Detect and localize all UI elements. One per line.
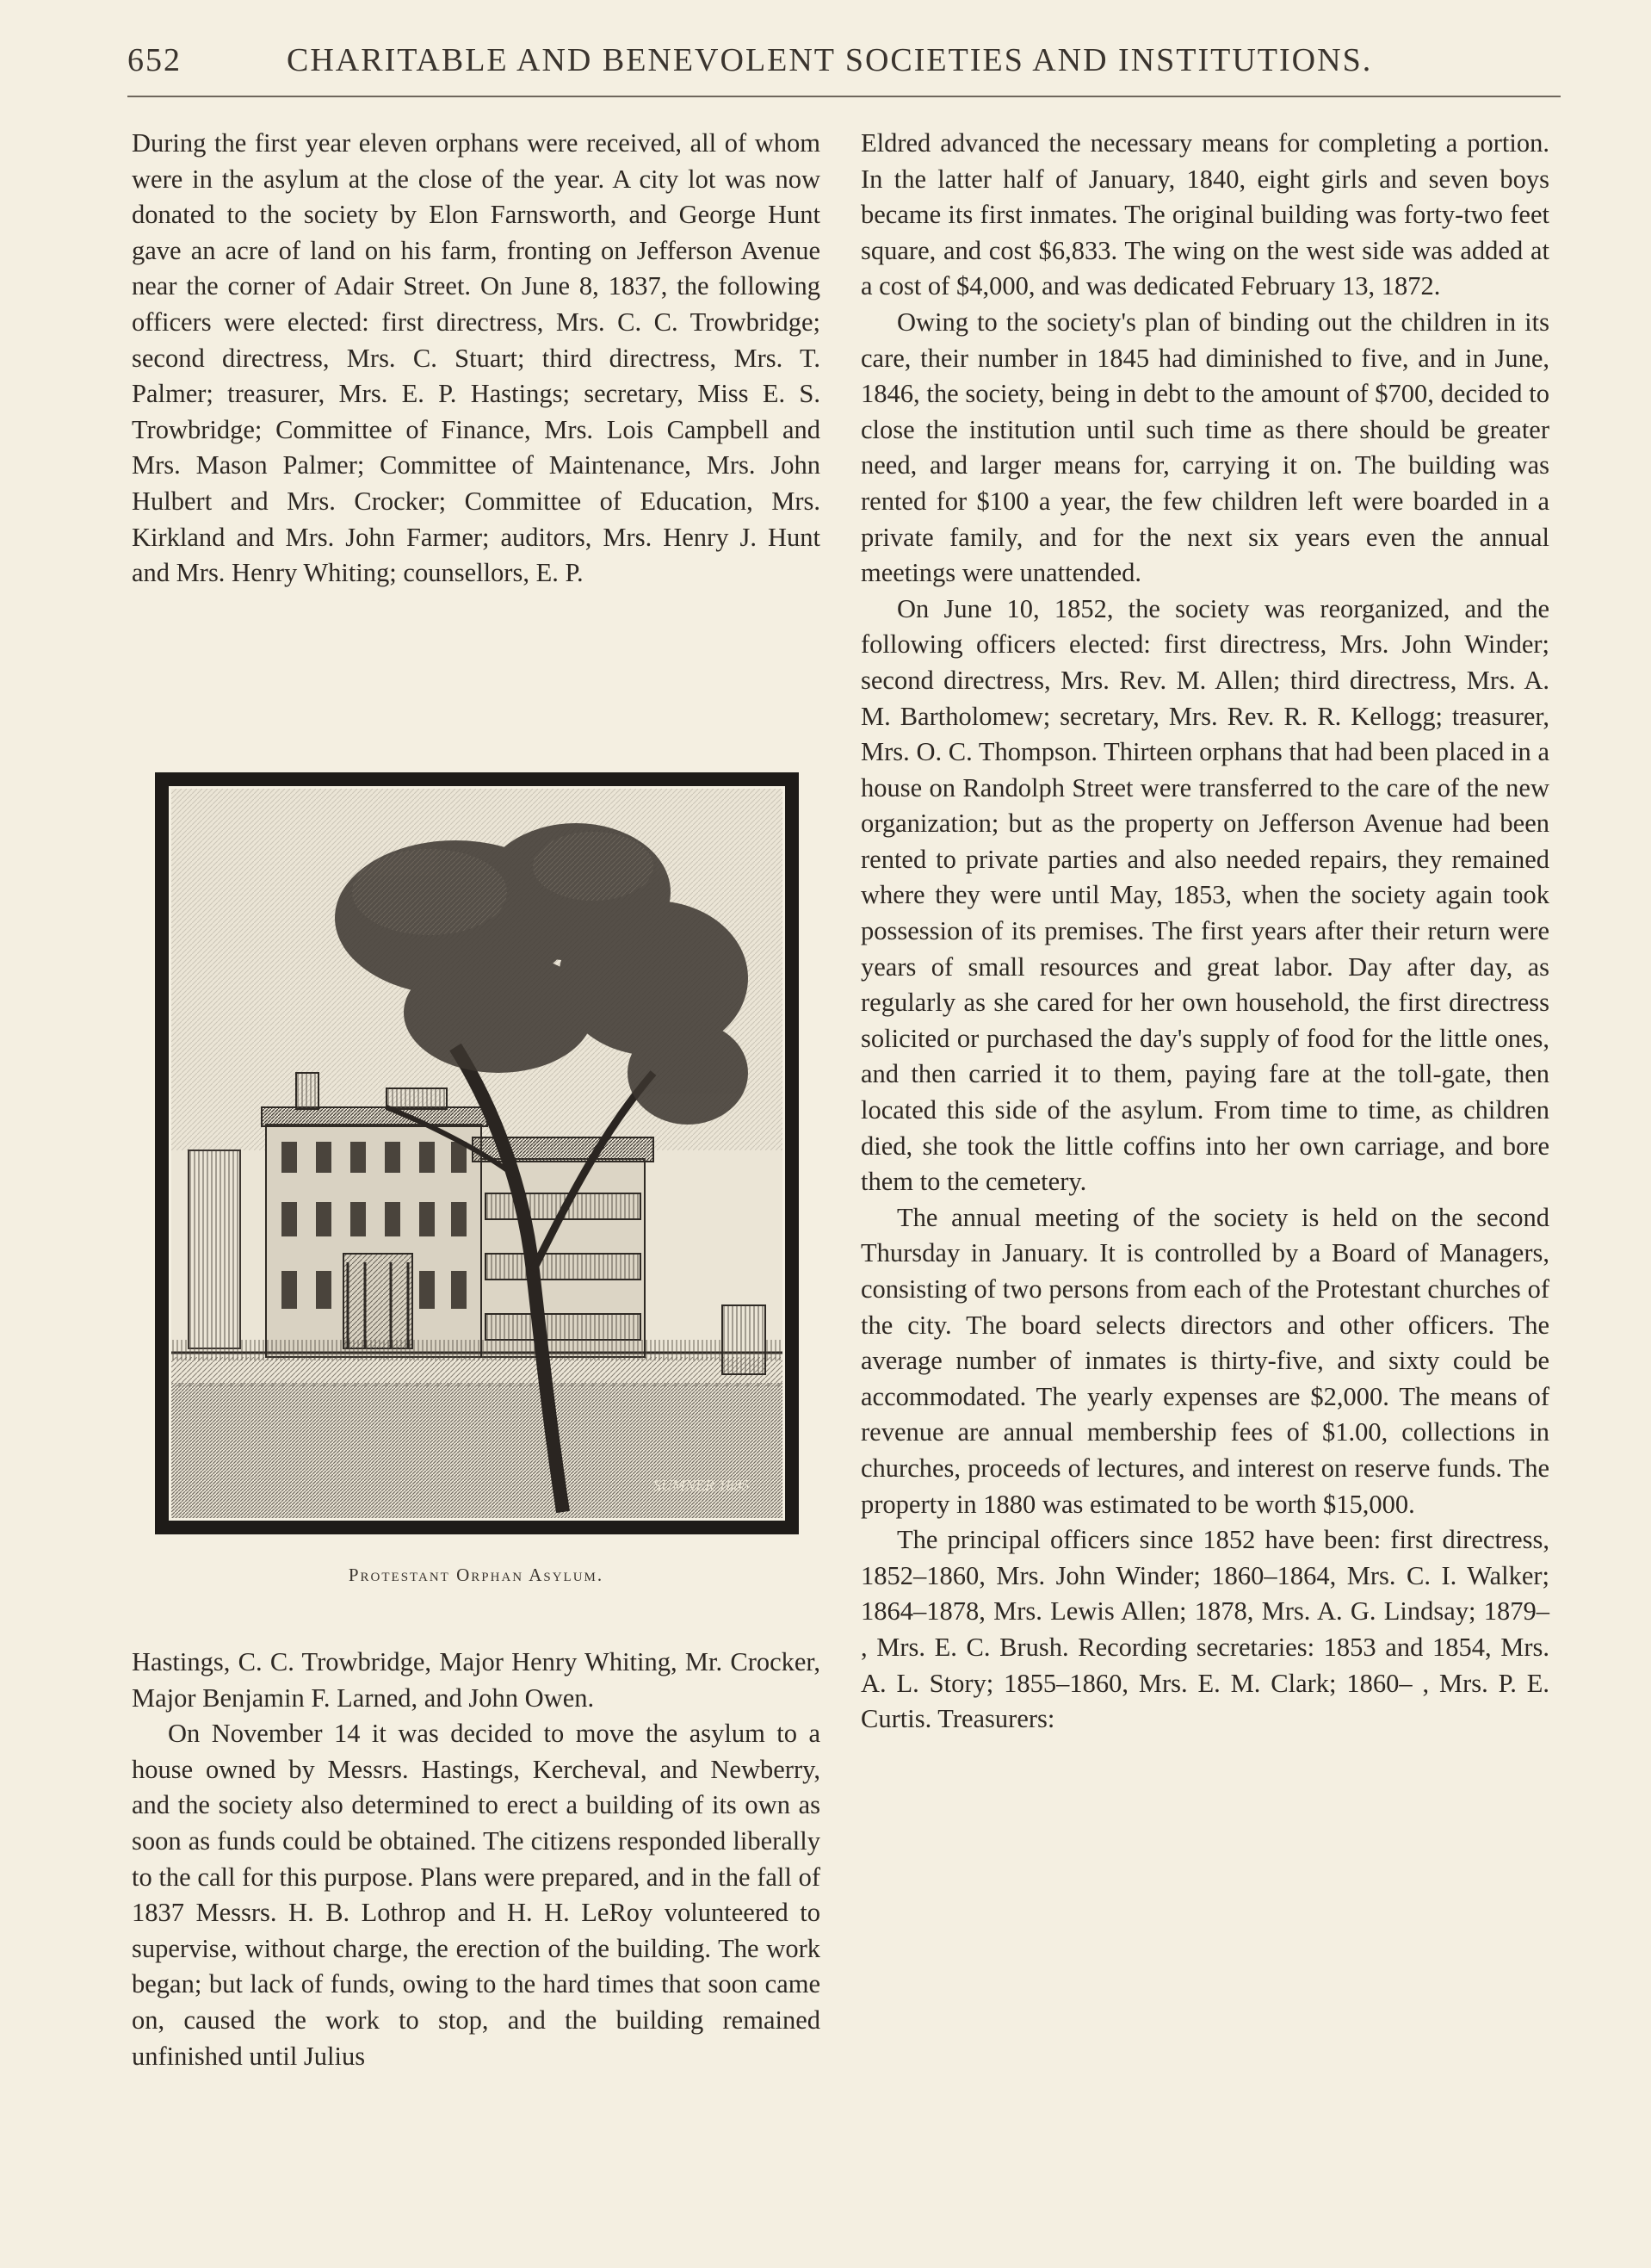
paragraph: During the first year eleven orphans were received, all of whom were in the asylum at the close of the year. A city lot was now donated to the society by Elon Farnsworth, and George Hunt gave an acre of land on his farm, fronting on Jefferson Avenue near the corner of Adair Street. On June 8, 1837, the following officers were elected: first directress, Mrs. C. C. Trowbridge; second directress, Mrs. C. Stuart; third directress, Mrs. T. Palmer; treasurer, Mrs. E. P. Hastings; secretary, Miss E. S. Trowbridge; Committee of Finance, Mrs. Lois Campbell and Mrs. Mason Palmer; Committee of Maintenance, Mrs. John Hulbert and Mrs. Crocker; Committee of Education, Mrs. Kirkland and Mrs. John Farmer; auditors, Mrs. Henry J. Hunt and Mrs. Henry Whiting; counsellors, E. P. [132,128,820,588]
paragraph: On November 14 it was decided to move the asylum to a house owned by Messrs. Hastings, Kercheval, and Newberry, and the society also determined to erect a building of its own as soon as funds could be obtained. The citizens responded liberally to the call for this purpose. Plans were prepared, and in the fall of 1837 Messrs. H. B. Lothrop and H. H. LeRoy volunteered to supervise, without charge, the erection of the building. The work began; but lack of funds, owing to the hard times that soon came on, caused the work to stop, and the building remained unfinished until Julius [132,1719,820,2071]
engraving-frame [169,786,785,1521]
header-rule [127,96,1561,97]
paragraph: Eldred advanced the necessary means for completing a portion. In the latter half of January, 1840, eight girls and seven boys became its first inmates. The original building was forty-two feet square, and cost $6,833. The wing on the west side was added at a cost of $4,000, and was dedicated February 13, 1872. [861,128,1549,301]
running-header [127,41,1561,93]
engraver-signature: SUMNER 1885 [653,1477,750,1494]
paragraph: Owing to the society's plan of binding out the children in its care, their number in 1845 had diminished to five, and in June, 1846, the society, being in debt to the amount of $700, decided to close the institution until such time as there should be greater need, and larger means for, carrying it on. The building was rented for $100 a year, the few children left were boarded in a private family, and for the next six years even the annual meetings were unattended. [861,307,1549,588]
left-column-bottom [132,1645,820,2074]
paragraph: Hastings, C. C. Trowbridge, Major Henry Whiting, Mr. Crocker, Major Benjamin F. Larned, and John Owen. [132,1647,820,1713]
running-title: CHARITABLE AND BENEVOLENT SOCIETIES AND INSTITUTIONS. [287,42,1373,78]
left-column-top [132,126,820,592]
right-column [861,126,1549,1738]
orphan-asylum-engraving [155,772,799,1534]
paragraph: On June 10, 1852, the society was reorganized, and the following officers elected: first directress, Mrs. John Winder; second directress, Mrs. Rev. M. Allen; third directress, Mrs. A. M. Bartholomew; secretary, Mrs. Rev. R. R. Kellogg; treasurer, Mrs. O. C. Thompson. Thirteen orphans that had been placed in a house on Randolph Street were transferred to the care of the new organization; but as the property on Jefferson Avenue had been rented to private parties and also needed repairs, they remained where they were until May, 1853, when the society again took possession of its premises. The first years after their return were years of small resources and great labor. Day after day, as regularly as she cared for her own household, the first directress solicited or purchased the day's supply of food for the little ones, and then carried it to them, paying fare at the toll-gate, then located this side of the asylum. From time to time, as children died, she took the little coffins into her own carriage, and bore them to the cemetery. [861,593,1549,1197]
page-number: 652 [127,42,182,78]
figure-caption: Protestant Orphan Asylum. [348,1565,604,1585]
paragraph: The annual meeting of the society is held on the second Thursday in January. It is controlled by a Board of Managers, consisting of two persons from each of the Protestant churches of the city. The board selects directors and other officers. The average number of inmates is thirty-five, and sixty could be accommodated. The yearly expenses are $2,000. The means of revenue are annual membership fees of $1.00, collections in churches, proceeds of lectures, and interest on reserve funds. The property in 1880 was estimated to be worth $15,000. [861,1202,1549,1519]
paragraph: The principal officers since 1852 have been: first directress, 1852–1860, Mrs. John Winder; 1860–1864, Mrs. C. I. Walker; 1864–1878, Mrs. Lewis Allen; 1878, Mrs. A. G. Lindsay; 1879– , Mrs. E. C. Brush. Recording secretaries: 1853 and 1854, Mrs. A. L. Story; 1855–1860, Mrs. E. M. Clark; 1860– , Mrs. P. E. Curtis. Treasurers: [861,1525,1549,1734]
asylum-illustration [171,789,782,1518]
